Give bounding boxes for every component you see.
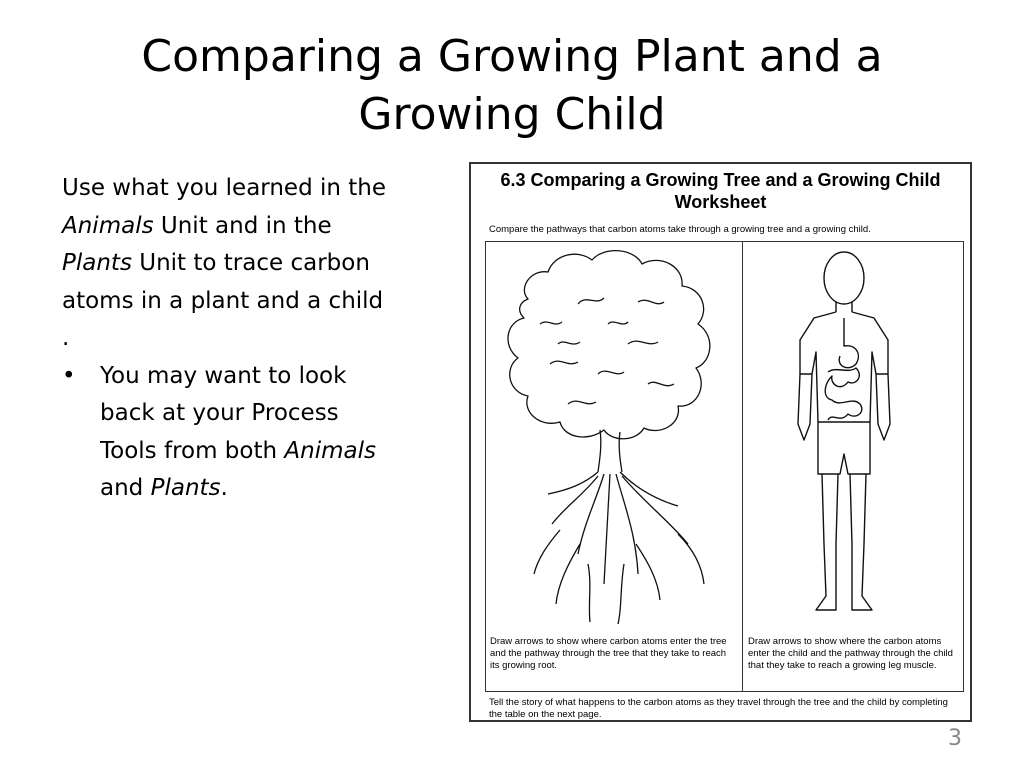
bullet-text [100, 358, 392, 508]
bullet-end: . [220, 475, 228, 501]
worksheet-subtitle: Compare the pathways that carbon atoms take through a growing tree and a growing child. [489, 224, 871, 235]
page-number: 3 [948, 726, 962, 751]
child-illustration-icon [744, 244, 960, 632]
worksheet-footer: Tell the story of what happens to the carbon atoms as they travel through the tree and the child by completing the table on the next page. [489, 697, 948, 720]
intro-paragraph [62, 170, 392, 358]
child-caption: Draw arrows to show where the carbon atoms enter the child and the pathway through the child that they take to reach a growing leg muscle. [748, 636, 953, 671]
tree-illustration-icon [488, 244, 738, 632]
plants-emphasis: Plants [62, 250, 132, 276]
body-text [62, 170, 392, 508]
intro-text-3: Unit to trace carbon atoms in a plant and a child . [62, 250, 384, 351]
slide-title: Comparing a Growing Plant and a Growing Child [141, 31, 883, 140]
worksheet-grid [485, 241, 964, 692]
worksheet-title: 6.3 Comparing a Growing Tree and a Growing Child Worksheet [500, 170, 941, 212]
bullet-marker: • [62, 362, 76, 389]
worksheet-image [469, 162, 972, 722]
bullet-plants-emphasis: Plants [150, 475, 221, 501]
grid-divider [742, 242, 743, 691]
bullet-text-1: You may want to look back at your Process Tools from both [100, 362, 347, 464]
intro-text-2: Unit and in the [153, 212, 332, 239]
animals-emphasis: Animals [62, 212, 154, 239]
bullet-animals-emphasis: Animals [284, 437, 376, 464]
intro-text-1: Use what you learned in the [62, 175, 387, 201]
tree-caption: Draw arrows to show where carbon atoms enter the tree and the pathway through the tree that they take to reach its growing root. [490, 636, 727, 671]
bullet-item [62, 358, 392, 508]
bullet-and: and [100, 475, 151, 501]
